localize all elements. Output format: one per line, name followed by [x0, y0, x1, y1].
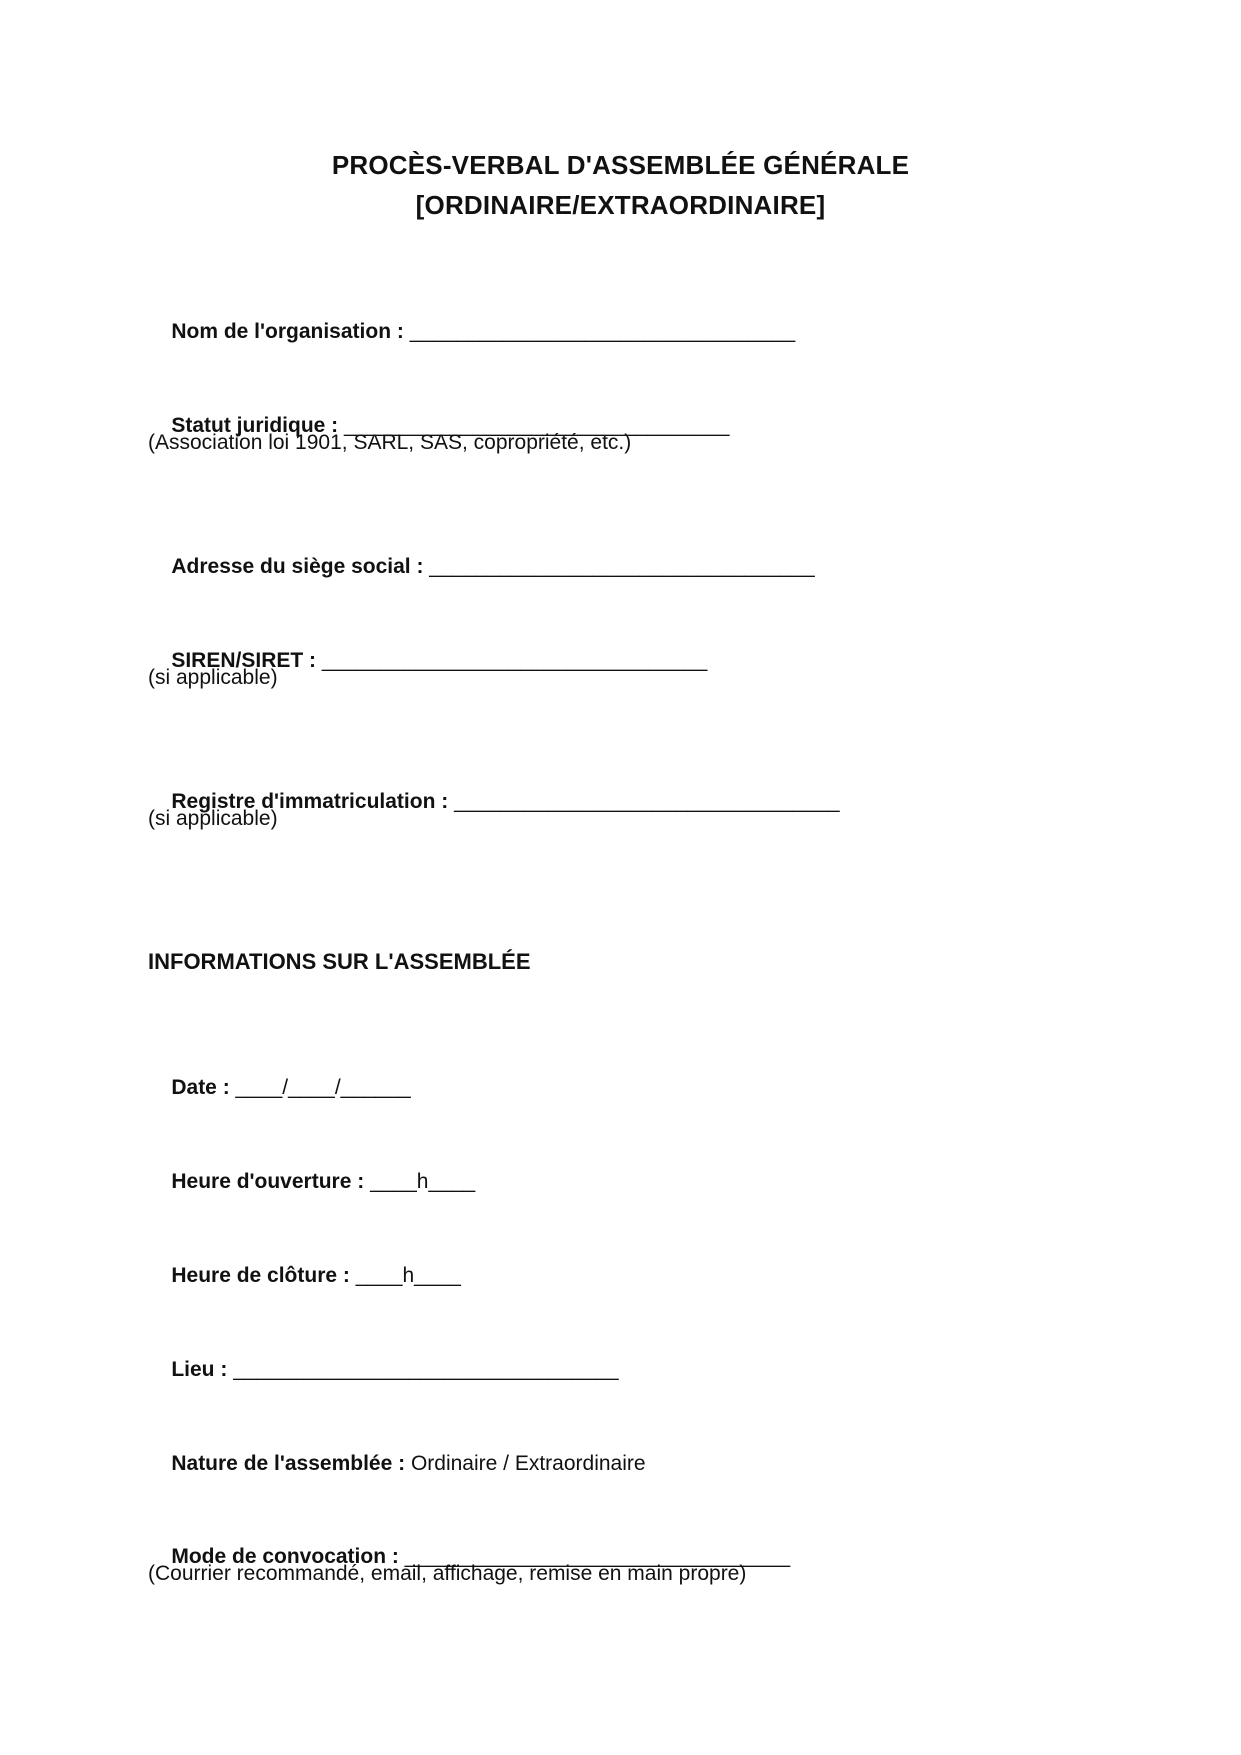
fill-blank[interactable]: _________________________________ [321, 649, 708, 672]
field-label: Nature de l'assemblée : [171, 1452, 406, 1475]
document-subtitle: [ORDINAIRE/EXTRAORDINAIRE] [415, 190, 826, 220]
document-title: PROCÈS-VERBAL D'ASSEMBLÉE GÉNÉRALE [331, 150, 910, 180]
fill-blank[interactable]: ____h____ [370, 1170, 476, 1193]
fill-blank[interactable]: _________________________________ [233, 1358, 619, 1381]
field-note: (Courrier recommandé, email, affichage, remise en main propre) [148, 1562, 747, 1585]
field-lieu [148, 1325, 619, 1415]
fill-blank[interactable]: ____h____ [355, 1264, 461, 1287]
field-label: SIREN/SIRET : [171, 649, 317, 672]
nature-options[interactable]: Ordinaire / Extraordinaire [410, 1452, 646, 1475]
field-date [148, 1043, 411, 1133]
fill-blank[interactable]: _________________________________ [344, 414, 730, 437]
field-note: (si applicable) [148, 666, 278, 689]
field-note: (Association loi 1901, SARL, SAS, copropriété, etc.) [148, 431, 632, 454]
fill-blank[interactable]: _________________________________ [429, 555, 815, 578]
field-nature-assemblee [148, 1419, 646, 1509]
field-label: Mode de convocation : [171, 1545, 399, 1568]
field-label: Lieu : [171, 1358, 228, 1381]
fill-blank[interactable]: ____/____/______ [235, 1076, 411, 1099]
fill-blank[interactable]: _________________________________ [454, 790, 840, 813]
section-heading: INFORMATIONS SUR L'ASSEMBLÉE [148, 949, 531, 974]
field-label: Heure de clôture : [171, 1264, 350, 1287]
field-label: Registre d'immatriculation : [171, 790, 449, 813]
field-adresse-siege [148, 522, 815, 612]
fill-blank[interactable]: _________________________________ [404, 1545, 791, 1568]
field-heure-cloture [148, 1231, 461, 1321]
field-label: Heure d'ouverture : [171, 1170, 365, 1193]
field-label: Date : [171, 1076, 230, 1099]
field-label: Nom de l'organisation : [171, 320, 404, 343]
fill-blank[interactable]: _________________________________ [409, 320, 796, 343]
field-label: Statut juridique : [171, 414, 339, 437]
field-nom-organisation [148, 287, 795, 377]
field-note: (si applicable) [148, 807, 278, 830]
field-heure-ouverture [148, 1137, 475, 1227]
field-label: Adresse du siège social : [171, 555, 424, 578]
